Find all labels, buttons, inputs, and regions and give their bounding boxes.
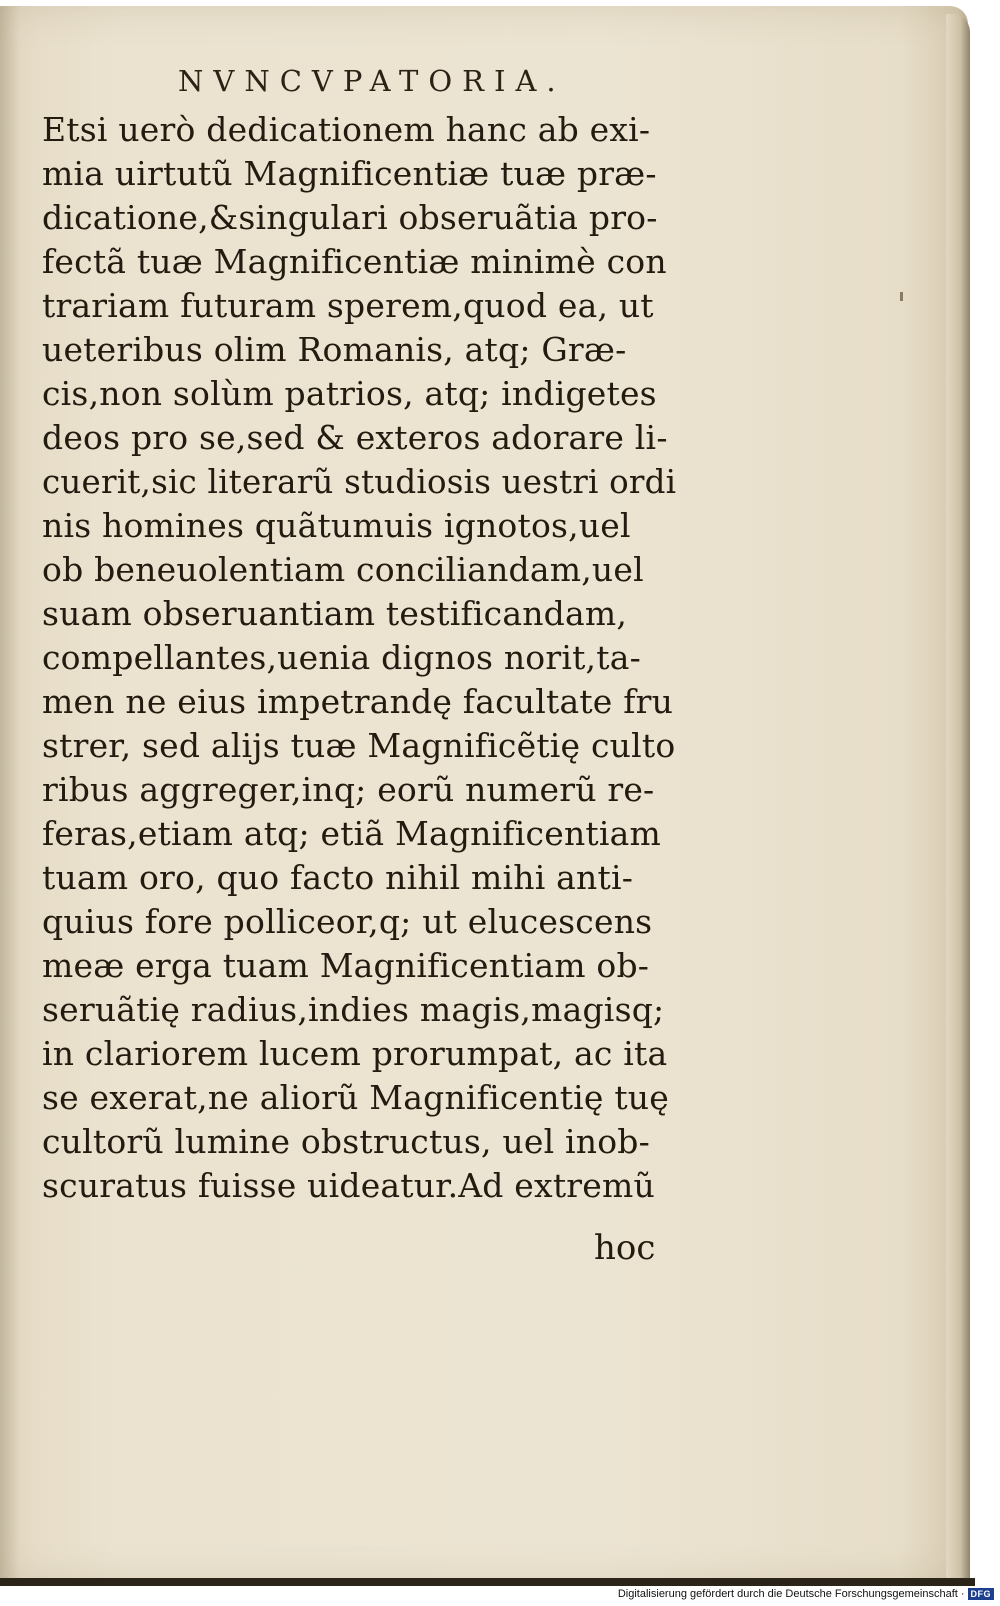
text-line: ribus aggreger,inq; eorũ numerũ re- [42,770,655,809]
text-line: mia uirtutũ Magnificentiæ tuæ præ- [42,154,657,193]
text-line: seruãtię radius,indies magis,magisq; [42,990,665,1029]
text-line: strer, sed alijs tuæ Magnificẽtię culto [42,726,676,765]
text-line: cis,non solùm patrios, atq; indigetes [42,374,657,413]
text-line: in clariorem lucem prorumpat, ac ita [42,1034,668,1073]
credit-text: Digitalisierung gefördert durch die Deutsche Forschungsgemeinschaft [617,1588,958,1600]
credit-separator: · [960,1588,965,1600]
text-line: suam obseruantiam testificandam, [42,594,628,633]
text-line: tuam oro, quo facto nihil mihi anti- [42,858,634,897]
catchword: hoc [594,1228,656,1268]
text-line: ueteribus olim Romanis, atq; Græ- [42,330,627,369]
text-line: cuerit,sic literarũ studiosis uestri ordi [42,463,677,501]
digitization-credit [618,1588,994,1600]
text-line: cultorũ lumine obstructus, uel inob- [42,1122,650,1161]
dfg-logo-icon: DFG [968,1588,995,1600]
text-line: Etsi uerò dedicationem hanc ab exi- [42,110,651,149]
text-line: quius fore polliceor,q; ut elucescens [42,902,653,941]
running-head: NVNCVPATORIA. [178,64,566,98]
body-text [42,108,682,1208]
text-line: ob beneuolentiam conciliandam,uel [42,550,644,589]
text-line: dicatione,&singulari obseruãtia pro- [42,198,658,237]
text-line: se exerat,ne aliorũ Magnificentię tuę [42,1078,669,1117]
text-line: meæ erga tuam Magnificentiam ob- [42,946,650,985]
text-line: feras,etiam atq; etiã Magnificentiam [42,814,662,853]
text-line: scuratus fuisse uideatur.Ad extremũ [42,1166,655,1205]
text-line: trariam futuram sperem,quod ea, ut [42,286,654,325]
text-line: nis homines quãtumuis ignotos,uel [42,506,631,545]
page-bottom-shadow [0,1578,975,1586]
paper-speck [900,292,903,301]
text-line: fectã tuæ Magnificentiæ minimè con [42,242,667,281]
text-line: compellantes,uenia dignos norit,ta- [42,638,641,677]
text-line: deos pro se,sed & exteros adorare li- [42,418,668,457]
text-line: men ne eius impetrandę facultate fru [42,682,674,721]
page-edge [946,14,970,1582]
